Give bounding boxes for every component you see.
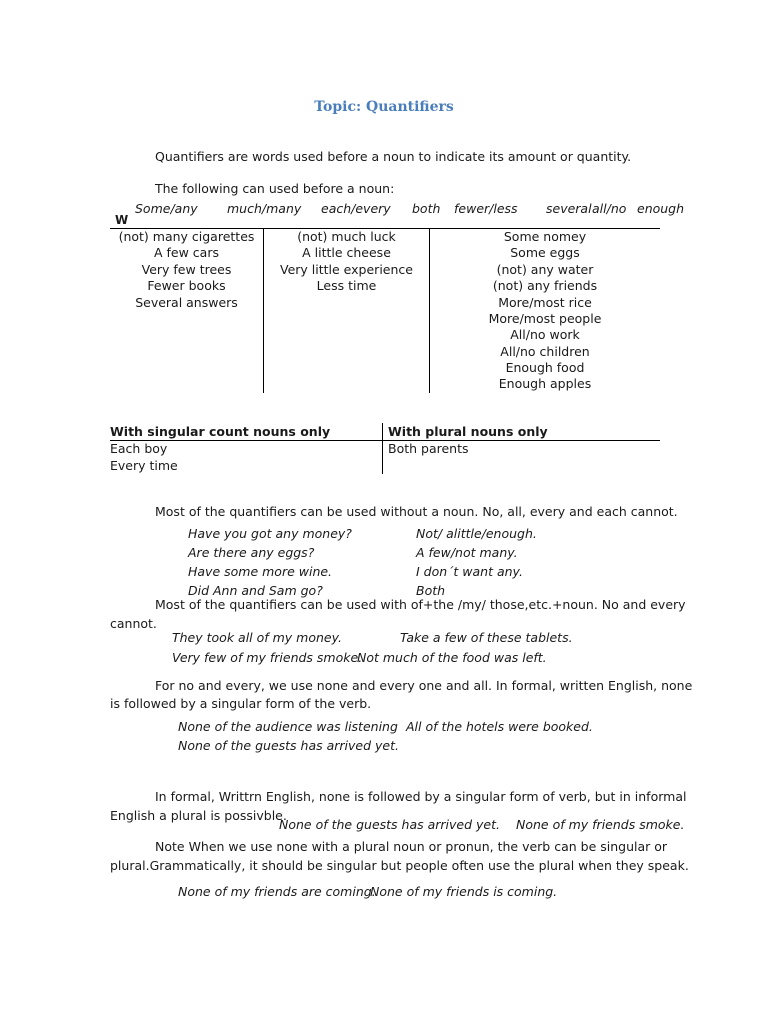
paragraph-formal-cont: English a plural is possivble.	[110, 808, 287, 823]
example-sentence: Not much of the food was left.	[357, 650, 547, 665]
table2-header-left: With singular count nouns only	[110, 424, 331, 439]
note-paragraph: Note When we use none with a plural noun or pronun, the verb can be singular or	[155, 839, 668, 854]
table1-cell: More/most people	[488, 311, 602, 326]
table1-cell: Enough apples	[498, 376, 592, 391]
intro-paragraph: Quantifiers are words used before a noun to indicate its amount or quantity.	[155, 149, 632, 164]
example-sentence: None of my friends is coming.	[370, 884, 558, 899]
quantifier-item: each/every	[321, 201, 391, 216]
table2-cell: Both parents	[388, 441, 469, 456]
table1-cell: A few cars	[154, 245, 219, 260]
example-sentence: None of the guests has arrived yet.	[279, 817, 500, 832]
example-sentence: Very few of my friends smoke.	[172, 650, 363, 665]
quantifier-item: several	[546, 201, 592, 216]
table1-cell: A little cheese	[302, 245, 391, 260]
note-paragraph-cont: plural.Grammatically, it should be singular but people often use the plural when they speak.	[110, 858, 689, 873]
following-paragraph: The following can used before a noun:	[155, 181, 395, 196]
table1-cell: Less time	[316, 278, 377, 293]
example-answer: I don´t want any.	[416, 564, 523, 579]
table1-cell: (not) any water	[496, 262, 594, 277]
example-sentence: Are there any eggs?	[188, 545, 315, 560]
quantifier-item: both	[412, 201, 441, 216]
cut-heading-letter: W	[115, 213, 129, 227]
quantifier-item: all/no	[592, 201, 627, 216]
example-sentence: Have some more wine.	[188, 564, 333, 579]
paragraph-without-noun: Most of the quantifiers can be used without a noun. No, all, every and each cannot.	[155, 504, 678, 519]
example-answer: A few/not many.	[416, 545, 518, 560]
table1-cell: Several answers	[135, 295, 238, 310]
table1-cell: (not) much luck	[297, 229, 396, 244]
example-sentence: None of the guests has arrived yet.	[178, 738, 399, 753]
table1-cell: Some eggs	[510, 245, 580, 260]
example-sentence: All of the hotels were booked.	[406, 719, 593, 734]
table1-cell: All/no children	[500, 344, 590, 359]
table1-cell: Some nomey	[503, 229, 587, 244]
example-sentence: Take a few of these tablets.	[400, 630, 573, 645]
example-sentence: None of my friends smoke.	[516, 817, 685, 832]
paragraph-no-every-cont: is followed by a singular form of the verb.	[110, 696, 372, 711]
table1-cell: All/no work	[510, 327, 580, 342]
table2-header-rule	[110, 440, 660, 441]
example-sentence: None of my friends are coming.	[178, 884, 376, 899]
table2-cell: Each boy	[110, 441, 168, 456]
table1-cell: Enough food	[505, 360, 585, 375]
table1-cell: (not) any friends	[492, 278, 598, 293]
quantifier-item: fewer/less	[454, 201, 518, 216]
table1-cell: (not) many cigarettes	[118, 229, 255, 244]
table2-divider	[382, 423, 383, 474]
quantifier-item: Some/any	[135, 201, 198, 216]
paragraph-with-of: Most of the quantifiers can be used with of+the /my/ those,etc.+noun. No and every	[155, 597, 686, 612]
example-sentence: Have you got any money?	[188, 526, 352, 541]
example-sentence: None of the audience was listening	[178, 719, 398, 734]
example-answer: Both	[416, 583, 446, 598]
example-answer: Not/ alittle/enough.	[416, 526, 537, 541]
example-sentence: They took all of my money.	[172, 630, 343, 645]
table2-cell: Every time	[110, 458, 178, 473]
paragraph-formal: In formal, Writtrn English, none is followed by a singular form of verb, but in informal	[155, 789, 687, 804]
table2-header-right: With plural nouns only	[388, 424, 548, 439]
table1-cell: More/most rice	[498, 295, 592, 310]
table1-cell: Very few trees	[141, 262, 232, 277]
table1-cell: Very little experience	[280, 262, 413, 277]
paragraph-with-of-cont: cannot.	[110, 616, 157, 631]
page-title: Topic: Quantifiers	[314, 99, 454, 115]
example-sentence: Did Ann and Sam go?	[188, 583, 323, 598]
quantifier-item: enough	[637, 201, 685, 216]
quantifier-item: much/many	[227, 201, 302, 216]
table1-cell: Fewer books	[147, 278, 226, 293]
paragraph-no-every: For no and every, we use none and every one and all. In formal, written English, none	[155, 678, 693, 693]
